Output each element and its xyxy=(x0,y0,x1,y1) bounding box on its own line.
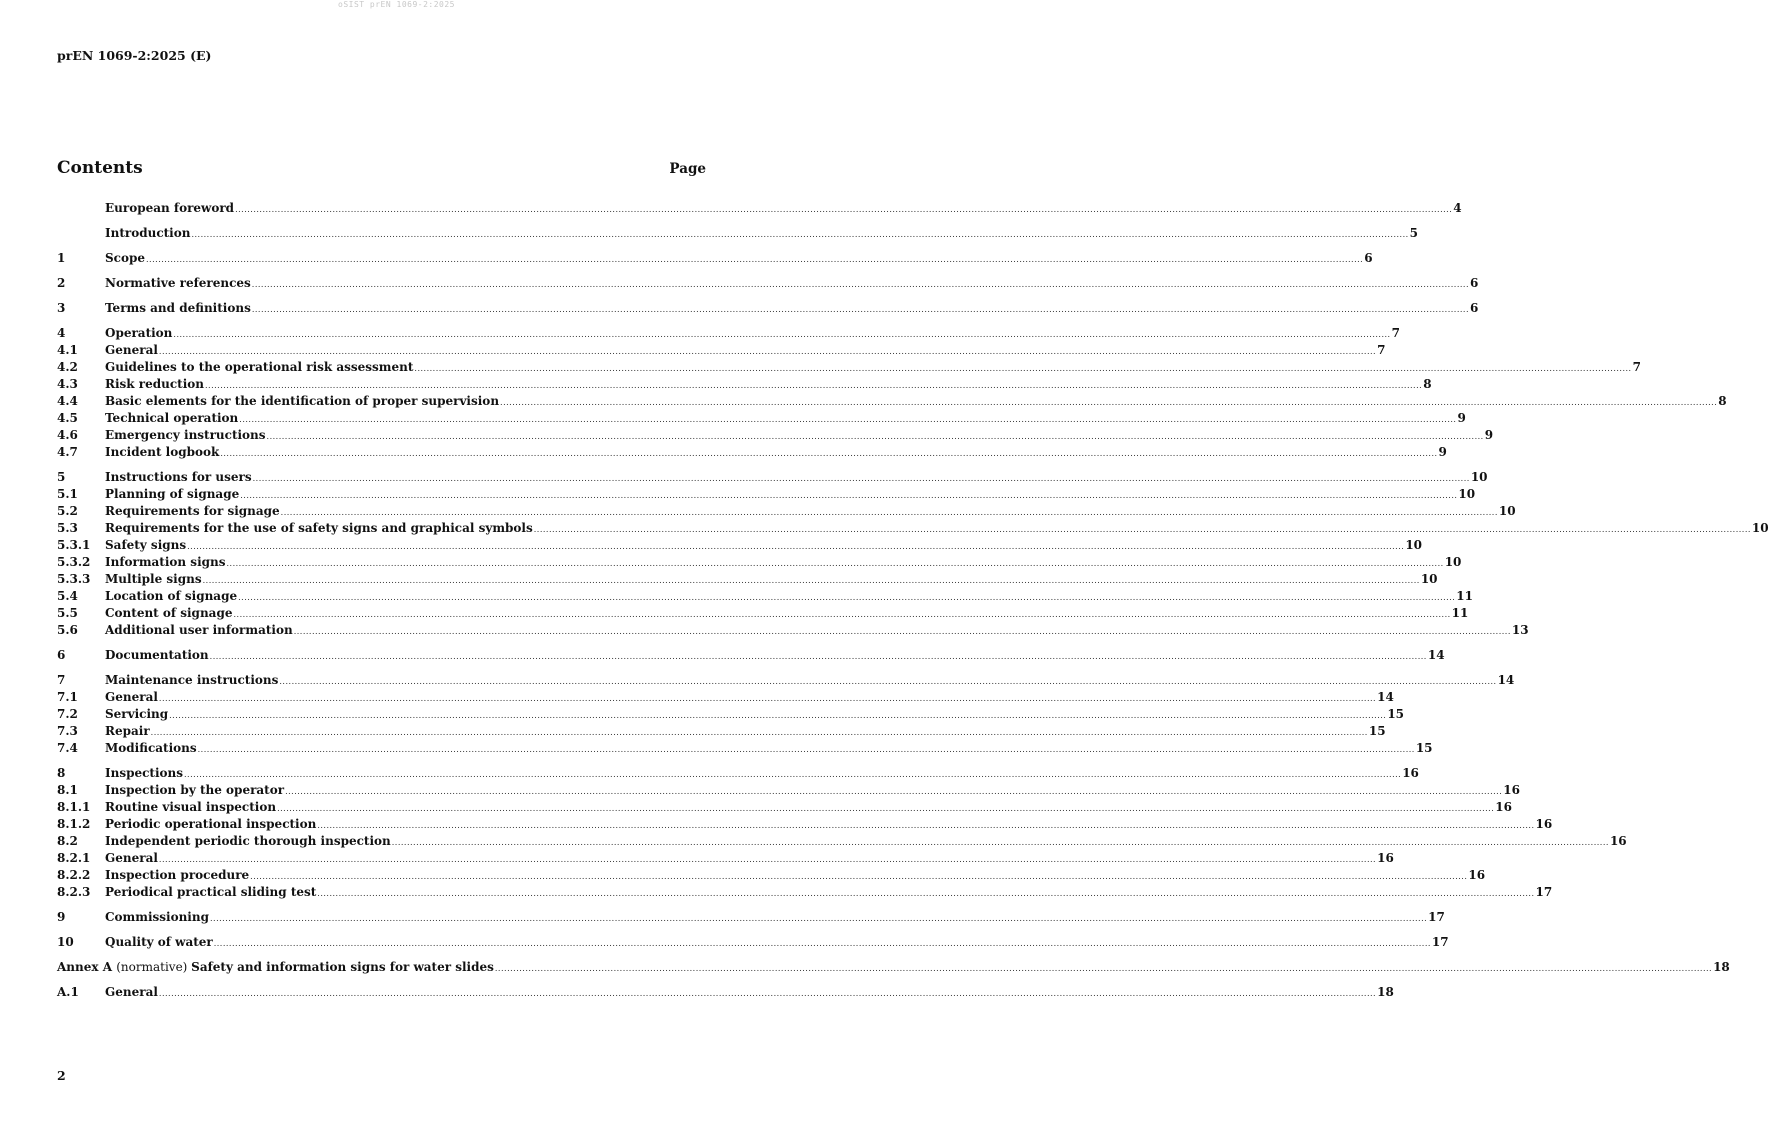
toc-entry-title: Location of signage xyxy=(105,589,238,603)
dot-leader: ................................................................................................................................................................................................................................................................................................................................................................................................................ xyxy=(266,432,1484,441)
toc-entry[interactable] xyxy=(57,427,1494,444)
toc-entry[interactable] xyxy=(57,486,1476,503)
toc-entry-number: 7.1 xyxy=(57,690,78,704)
dot-leader: ................................................................................................................................................................................................................................................................................................................................................................................................................ xyxy=(235,205,1453,214)
toc-entry-number: 4.7 xyxy=(57,445,78,459)
toc-entry-title: Inspection procedure xyxy=(105,868,250,882)
toc-entry-number: 4.1 xyxy=(57,343,78,357)
toc-entry-number: 5.3.2 xyxy=(57,555,91,569)
toc-entry-title: Requirements for signage xyxy=(105,504,280,518)
toc-entry[interactable] xyxy=(57,799,1512,816)
dot-leader: ................................................................................................................................................................................................................................................................................................................................................................................................................ xyxy=(293,627,1511,636)
toc-entry-page: 9 xyxy=(1457,411,1466,425)
dot-leader: ................................................................................................................................................................................................................................................................................................................................................................................................................ xyxy=(494,964,1713,973)
toc-entry-number: 5.3 xyxy=(57,521,78,535)
dot-leader: ................................................................................................................................................................................................................................................................................................................................................................................................................ xyxy=(233,610,1451,619)
toc-entry-title: Annex A (normative) Safety and information signs for water slides xyxy=(57,960,494,974)
toc-entry-title: Periodic operational inspection xyxy=(105,817,317,831)
toc-annex-entry[interactable] xyxy=(57,959,1730,976)
toc-entry-page: 10 xyxy=(1498,504,1516,518)
dot-leader: ................................................................................................................................................................................................................................................................................................................................................................................................................ xyxy=(252,474,1470,483)
toc-entry[interactable] xyxy=(57,740,1433,757)
contents-title: Contents xyxy=(57,158,143,178)
page-column-label: Page xyxy=(669,161,706,177)
dot-leader: ................................................................................................................................................................................................................................................................................................................................................................................................................ xyxy=(500,398,1718,407)
dot-leader: ................................................................................................................................................................................................................................................................................................................................................................................................................ xyxy=(205,381,1423,390)
toc-entry-title: Additional user information xyxy=(105,623,293,637)
toc-entry-title: Periodical practical sliding test xyxy=(105,885,317,899)
toc-entry-page: 8 xyxy=(1718,394,1727,408)
toc-entry[interactable] xyxy=(57,850,1394,867)
toc-entry-title: Terms and definitions xyxy=(105,301,251,315)
toc-entry-number: 8.1.2 xyxy=(57,817,91,831)
toc-entry[interactable] xyxy=(57,816,1553,833)
toc-entry-title: Content of signage xyxy=(105,606,233,620)
toc-entry-number: 4.2 xyxy=(57,360,78,374)
toc-entry-page: 10 xyxy=(1458,487,1476,501)
toc-entry-number: 5.1 xyxy=(57,487,78,501)
dot-leader: ................................................................................................................................................................................................................................................................................................................................................................................................................ xyxy=(191,230,1409,239)
dot-leader: ................................................................................................................................................................................................................................................................................................................................................................................................................ xyxy=(251,305,1470,314)
toc-entry-title: Emergency instructions xyxy=(105,428,266,442)
toc-entry-page: 16 xyxy=(1468,868,1486,882)
toc-entry[interactable] xyxy=(57,300,1479,317)
annex-qualifier: (normative) xyxy=(116,960,192,974)
toc-entry[interactable] xyxy=(57,410,1466,427)
toc-entry-number: 5.3.1 xyxy=(57,538,91,552)
toc-entry-title: Normative references xyxy=(105,276,251,290)
toc-entry-page: 16 xyxy=(1402,766,1419,780)
toc-entry[interactable] xyxy=(57,571,1438,588)
toc-entry-page: 8 xyxy=(1423,377,1432,391)
toc-entry-number: 4.4 xyxy=(57,394,78,408)
toc-entry-title: Routine visual inspection xyxy=(105,800,277,814)
toc-entry[interactable] xyxy=(57,325,1400,342)
dot-leader: ................................................................................................................................................................................................................................................................................................................................................................................................................ xyxy=(280,508,1498,517)
toc-entry[interactable] xyxy=(57,984,1394,1001)
toc-entry-page: 18 xyxy=(1713,960,1730,974)
toc-entry-title: Operation xyxy=(105,326,173,340)
toc-entry-title: Quality of water xyxy=(105,935,213,949)
toc-entry-title: Independent periodic thorough inspection xyxy=(105,834,391,848)
toc-entry[interactable] xyxy=(57,520,1769,537)
toc-entry[interactable] xyxy=(57,706,1405,723)
toc-entry-number: 7.3 xyxy=(57,724,78,738)
dot-leader: ................................................................................................................................................................................................................................................................................................................................................................................................................ xyxy=(285,787,1503,796)
dot-leader: ................................................................................................................................................................................................................................................................................................................................................................................................................ xyxy=(184,770,1402,779)
toc-entry[interactable] xyxy=(57,833,1627,850)
dot-leader: ................................................................................................................................................................................................................................................................................................................................................................................................................ xyxy=(187,542,1405,551)
toc-entry-page: 6 xyxy=(1364,251,1373,265)
toc-entry[interactable] xyxy=(57,934,1449,951)
toc-entry[interactable] xyxy=(57,225,1419,242)
toc-entry-number: A.1 xyxy=(57,985,79,999)
toc-entry-title: Incident logbook xyxy=(105,445,220,459)
toc-entry-page: 14 xyxy=(1497,673,1515,687)
toc-entry-page: 17 xyxy=(1535,885,1553,899)
toc-entry[interactable] xyxy=(57,342,1386,359)
dot-leader: ................................................................................................................................................................................................................................................................................................................................................................................................................ xyxy=(173,330,1391,339)
toc-entry[interactable] xyxy=(57,672,1515,689)
toc-entry-number: 4.6 xyxy=(57,428,78,442)
dot-leader: ................................................................................................................................................................................................................................................................................................................................................................................................................ xyxy=(169,711,1387,720)
toc-entry[interactable] xyxy=(57,689,1394,706)
dot-leader: ................................................................................................................................................................................................................................................................................................................................................................................................................ xyxy=(209,652,1427,661)
toc-entry-number: 4 xyxy=(57,326,66,340)
toc-entry-title: European foreword xyxy=(105,201,235,215)
toc-entry-number: 4.5 xyxy=(57,411,78,425)
toc-entry-title: Modifications xyxy=(105,741,197,755)
toc-entry[interactable] xyxy=(57,622,1529,639)
toc-entry[interactable] xyxy=(57,503,1516,520)
toc-entry-title: Planning of signage xyxy=(105,487,240,501)
toc-entry-page: 6 xyxy=(1469,276,1479,290)
toc-entry-page: 16 xyxy=(1495,800,1512,814)
toc-entry-number: 6 xyxy=(57,648,66,662)
toc-entry-page: 16 xyxy=(1535,817,1553,831)
toc-entry-number: 8.1 xyxy=(57,783,78,797)
toc-entry-page: 15 xyxy=(1387,707,1405,721)
toc-entry-number: 9 xyxy=(57,910,66,924)
toc-entry-number: 5.4 xyxy=(57,589,78,603)
toc-entry[interactable] xyxy=(57,537,1423,554)
toc-entry-title: Requirements for the use of safety signs and graphical symbols xyxy=(105,521,533,535)
toc-entry-number: 2 xyxy=(57,276,66,290)
toc-entry-title: General xyxy=(105,985,158,999)
toc-entry-page: 18 xyxy=(1377,985,1394,999)
toc-entry[interactable] xyxy=(57,723,1386,740)
toc-entry[interactable] xyxy=(57,588,1473,605)
toc-entry[interactable] xyxy=(57,393,1727,410)
toc-entry-page: 16 xyxy=(1503,783,1520,797)
toc-entry-title: Information signs xyxy=(105,555,226,569)
dot-leader: ................................................................................................................................................................................................................................................................................................................................................................................................................ xyxy=(317,821,1535,830)
toc-entry-page: 15 xyxy=(1415,741,1433,755)
contents-heading-row xyxy=(57,158,706,178)
toc-entry-number: 5.2 xyxy=(57,504,78,518)
toc-entry-number: 8.2 xyxy=(57,834,78,848)
toc-entry[interactable] xyxy=(57,275,1479,292)
toc-entry[interactable] xyxy=(57,605,1469,622)
toc-entry-page: 14 xyxy=(1377,690,1394,704)
toc-entry-page: 7 xyxy=(1391,326,1400,340)
toc-entry-title: Introduction xyxy=(105,226,191,240)
toc-entry-number: 1 xyxy=(57,251,66,265)
toc-entry[interactable] xyxy=(57,867,1486,884)
toc-entry-page: 9 xyxy=(1484,428,1494,442)
toc-entry-title: Risk reduction xyxy=(105,377,204,391)
dot-leader: ................................................................................................................................................................................................................................................................................................................................................................................................................ xyxy=(414,364,1632,373)
toc-entry-number: 5 xyxy=(57,470,66,484)
toc-entry-number: 5.5 xyxy=(57,606,78,620)
toc-entry-number: 8.2.2 xyxy=(57,868,91,882)
dot-leader: ................................................................................................................................................................................................................................................................................................................................................................................................................ xyxy=(533,525,1751,534)
toc-entry[interactable] xyxy=(57,884,1553,901)
dot-leader: ................................................................................................................................................................................................................................................................................................................................................................................................................ xyxy=(240,491,1458,500)
toc-entry-title: Safety signs xyxy=(105,538,187,552)
dot-leader: ................................................................................................................................................................................................................................................................................................................................................................................................................ xyxy=(158,989,1377,998)
toc-entry-number: 8.2.3 xyxy=(57,885,91,899)
toc-entry-title: General xyxy=(105,851,158,865)
toc-entry[interactable] xyxy=(57,444,1447,461)
dot-leader: ................................................................................................................................................................................................................................................................................................................................................................................................................ xyxy=(317,889,1535,898)
dot-leader: ................................................................................................................................................................................................................................................................................................................................................................................................................ xyxy=(158,347,1377,356)
toc-entry[interactable] xyxy=(57,765,1419,782)
toc-entry[interactable] xyxy=(57,359,1641,376)
toc-entry-title: Multiple signs xyxy=(105,572,202,586)
dot-leader: ................................................................................................................................................................................................................................................................................................................................................................................................................ xyxy=(158,694,1377,703)
toc-entry[interactable] xyxy=(57,909,1445,926)
dot-leader: ................................................................................................................................................................................................................................................................................................................................................................................................................ xyxy=(391,838,1609,847)
document-identifier: prEN 1069-2:2025 (E) xyxy=(57,48,212,63)
toc-entry-number: 5.3.3 xyxy=(57,572,91,586)
toc-entry-title: General xyxy=(105,690,158,704)
toc-entry[interactable] xyxy=(57,782,1520,799)
toc-entry-title: Inspections xyxy=(105,766,184,780)
dot-leader: ................................................................................................................................................................................................................................................................................................................................................................................................................ xyxy=(239,415,1457,424)
toc-entry-title: Basic elements for the identification of proper supervision xyxy=(105,394,500,408)
page-number: 2 xyxy=(57,1068,66,1083)
dot-leader: ................................................................................................................................................................................................................................................................................................................................................................................................................ xyxy=(238,593,1456,602)
toc-entry-title: Documentation xyxy=(105,648,209,662)
dot-leader: ................................................................................................................................................................................................................................................................................................................................................................................................................ xyxy=(150,728,1368,737)
table-of-contents xyxy=(57,200,1769,1001)
dot-leader: ................................................................................................................................................................................................................................................................................................................................................................................................................ xyxy=(213,939,1431,948)
toc-entry-number: 8 xyxy=(57,766,66,780)
watermark: oSIST prEN 1069-2:2025 xyxy=(338,0,455,9)
toc-entry-number: 3 xyxy=(57,301,66,315)
toc-entry[interactable] xyxy=(57,250,1373,267)
toc-entry-page: 10 xyxy=(1420,572,1438,586)
toc-entry-page: 11 xyxy=(1456,589,1473,603)
dot-leader: ................................................................................................................................................................................................................................................................................................................................................................................................................ xyxy=(279,677,1497,686)
toc-entry-number: 8.2.1 xyxy=(57,851,91,865)
toc-entry-page: 15 xyxy=(1368,724,1386,738)
toc-entry-number: 10 xyxy=(57,935,74,949)
toc-entry-title: Instructions for users xyxy=(105,470,252,484)
toc-entry[interactable] xyxy=(57,376,1432,393)
toc-entry-page: 6 xyxy=(1470,301,1479,315)
toc-entry-number: 4.3 xyxy=(57,377,78,391)
toc-entry-page: 10 xyxy=(1444,555,1462,569)
dot-leader: ................................................................................................................................................................................................................................................................................................................................................................................................................ xyxy=(158,855,1377,864)
toc-entry-page: 13 xyxy=(1511,623,1529,637)
toc-entry-number: 5.6 xyxy=(57,623,78,637)
toc-entry-title: General xyxy=(105,343,158,357)
toc-entry-title: Repair xyxy=(105,724,150,738)
dot-leader: ................................................................................................................................................................................................................................................................................................................................................................................................................ xyxy=(202,576,1420,585)
toc-entry-page: 14 xyxy=(1427,648,1445,662)
toc-entry-title: Guidelines to the operational risk assessment xyxy=(105,360,414,374)
toc-entry-number: 7 xyxy=(57,673,66,687)
toc-entry[interactable] xyxy=(57,200,1462,217)
toc-entry-page: 10 xyxy=(1405,538,1423,552)
toc-entry-page: 10 xyxy=(1751,521,1769,535)
toc-entry-page: 9 xyxy=(1438,445,1447,459)
toc-entry-page: 10 xyxy=(1470,470,1488,484)
toc-entry-title: Servicing xyxy=(105,707,169,721)
toc-entry-title: Maintenance instructions xyxy=(105,673,279,687)
toc-entry-page: 4 xyxy=(1453,201,1462,215)
dot-leader: ................................................................................................................................................................................................................................................................................................................................................................................................................ xyxy=(226,559,1444,568)
toc-entry[interactable] xyxy=(57,647,1445,664)
toc-entry-page: 17 xyxy=(1431,935,1449,949)
toc-entry-title: Technical operation xyxy=(105,411,239,425)
dot-leader: ................................................................................................................................................................................................................................................................................................................................................................................................................ xyxy=(220,449,1438,458)
toc-entry-title: Scope xyxy=(105,251,146,265)
toc-entry-number: 8.1.1 xyxy=(57,800,91,814)
dot-leader: ................................................................................................................................................................................................................................................................................................................................................................................................................ xyxy=(197,745,1415,754)
toc-entry-title: Commissioning xyxy=(105,910,209,924)
toc-entry-page: 16 xyxy=(1609,834,1627,848)
dot-leader: ................................................................................................................................................................................................................................................................................................................................................................................................................ xyxy=(209,914,1428,923)
dot-leader: ................................................................................................................................................................................................................................................................................................................................................................................................................ xyxy=(250,872,1468,881)
toc-entry-title: Inspection by the operator xyxy=(105,783,285,797)
toc-entry-page: 16 xyxy=(1377,851,1394,865)
toc-entry[interactable] xyxy=(57,469,1488,486)
toc-entry-number: 7.2 xyxy=(57,707,78,721)
dot-leader: ................................................................................................................................................................................................................................................................................................................................................................................................................ xyxy=(146,255,1364,264)
dot-leader: ................................................................................................................................................................................................................................................................................................................................................................................................................ xyxy=(251,280,1469,289)
toc-entry-page: 7 xyxy=(1632,360,1641,374)
toc-entry-page: 11 xyxy=(1451,606,1469,620)
toc-entry[interactable] xyxy=(57,554,1462,571)
toc-entry-number: 7.4 xyxy=(57,741,78,755)
toc-entry-page: 7 xyxy=(1377,343,1386,357)
dot-leader: ................................................................................................................................................................................................................................................................................................................................................................................................................ xyxy=(277,804,1495,813)
toc-entry-page: 5 xyxy=(1409,226,1419,240)
toc-entry-page: 17 xyxy=(1428,910,1445,924)
